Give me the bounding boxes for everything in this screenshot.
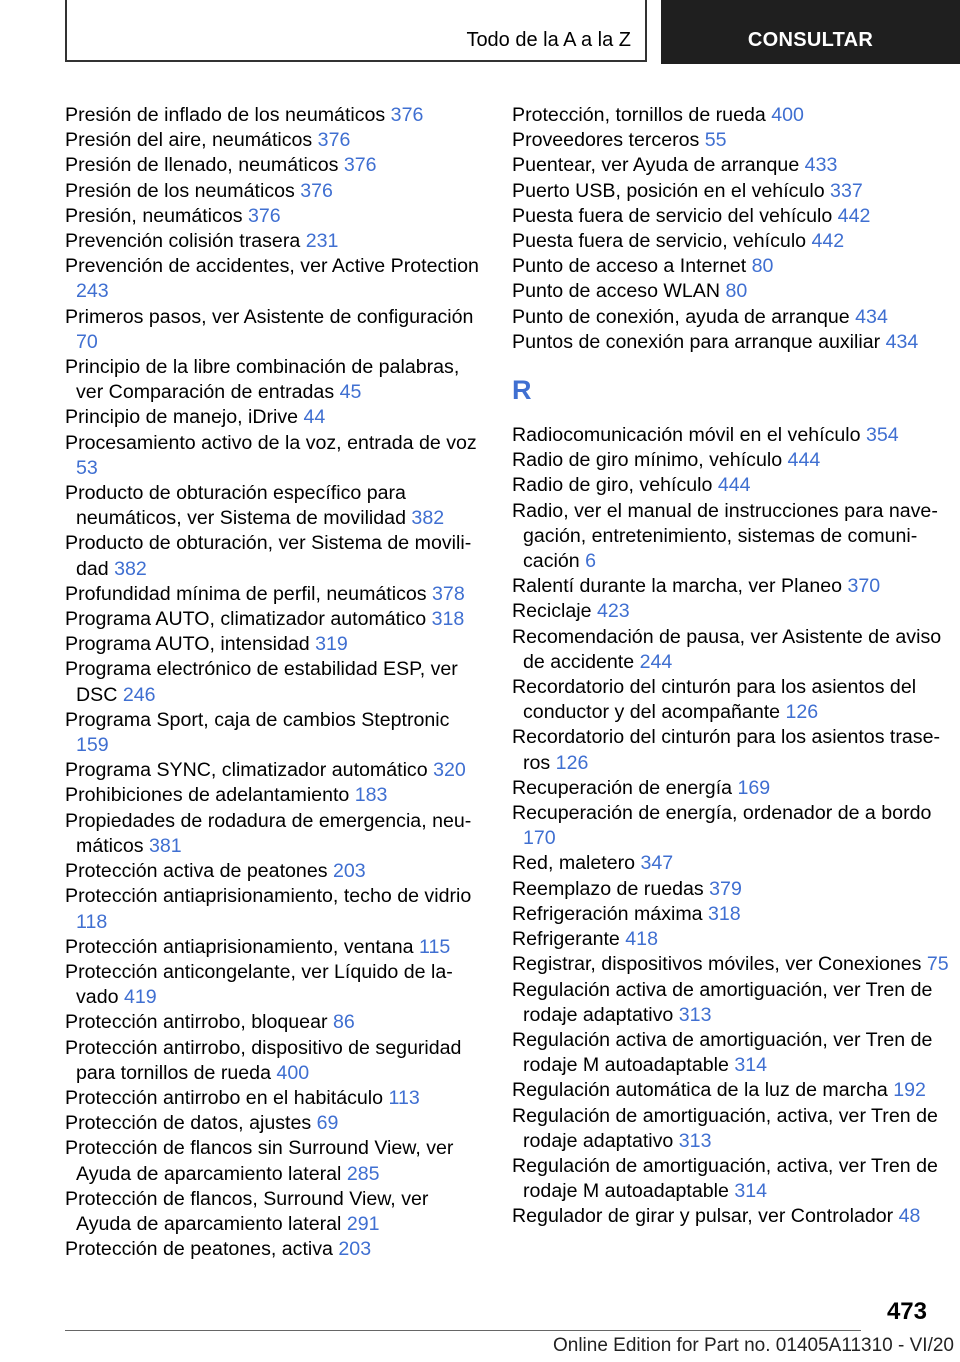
index-entry-page-link[interactable]: 53	[76, 456, 98, 479]
index-entry-text: Proveedores terceros	[512, 129, 705, 152]
index-entry-text: Protección antiaprisionamiento, techo de vidrio	[65, 885, 472, 908]
index-entry-text: Puntos de conexión para arranque auxiliar	[512, 330, 886, 353]
index-entry-page-link[interactable]: 354	[865, 424, 899, 447]
index-entry-page-link[interactable]: 442	[837, 204, 871, 227]
index-entry-text: Radio de giro mínimo, vehículo	[512, 449, 788, 472]
index-entry-text: Recordatorio del cinturón para los asientos traseros	[512, 726, 941, 774]
index-entry-text: Reciclaje	[512, 600, 597, 623]
index-entry-page-link[interactable]: 434	[855, 305, 888, 328]
index-entry-text: Punto de acceso WLAN	[512, 280, 726, 303]
index-entry-page-link[interactable]: 126	[555, 751, 589, 774]
index-entry	[65, 607, 485, 632]
index-entry-page-link[interactable]: 55	[704, 129, 727, 152]
index-entry-page-link[interactable]: 376	[247, 204, 281, 227]
index-entry-text: Regulación de amortiguación, activa, ver Tren de rodaje adaptativo	[512, 1104, 938, 1152]
index-entry	[512, 179, 952, 204]
index-entry-text: Puesta fuera de servicio, vehículo	[512, 230, 812, 253]
index-entry-text: Radio de giro, vehículo	[512, 474, 718, 497]
index-entry	[512, 978, 952, 1028]
index-entry-text: Primeros pasos, ver Asistente de configuración	[65, 305, 474, 328]
index-entry	[65, 254, 485, 304]
index-entry-text: Red, maletero	[512, 852, 641, 875]
index-entry-page-link[interactable]: 319	[315, 633, 348, 656]
index-entry-text: Programa Sport, caja de cambios Steptronic	[65, 708, 450, 731]
index-entry-text: Presión de llenado, neumáticos	[65, 154, 344, 177]
index-entry-page-link[interactable]: 75	[926, 953, 949, 976]
index-entry-text: Protección de peatones, activa	[65, 1238, 339, 1261]
index-entry	[512, 801, 952, 851]
index-entry-text: Protección anticongelante, ver Líquido de lavado	[65, 960, 453, 1009]
index-entry	[512, 851, 952, 876]
index-entry	[512, 305, 952, 330]
index-entry	[65, 859, 485, 884]
index-entry-page-link[interactable]: 118	[76, 910, 108, 933]
index-entry-page-link[interactable]: 382	[114, 557, 147, 580]
index-entry-text: Recuperación de energía	[512, 776, 738, 799]
index-entry-page-link[interactable]: 113	[388, 1086, 420, 1109]
index-entry-text: Puerto USB, posición en el vehículo	[512, 179, 831, 202]
index-entry-page-link[interactable]: 376	[390, 104, 424, 126]
index-entry	[65, 708, 485, 758]
index-entry-page-link[interactable]: 376	[317, 129, 351, 152]
index-entry-text: Registrar, dispositivos móviles, ver Conexiones	[512, 953, 927, 976]
index-entry-page-link[interactable]: 433	[804, 154, 838, 177]
index-entry-page-link[interactable]: 444	[717, 474, 751, 497]
index-entry-text: Programa SYNC, climatizador automático	[65, 759, 434, 782]
index-entry	[65, 809, 485, 859]
index-entry-page-link[interactable]: 80	[725, 280, 748, 303]
index-entry-text: Recomendación de pausa, ver Asistente de aviso de accidente	[512, 625, 942, 673]
index-entry	[512, 675, 952, 725]
index-entry-text: Regulador de girar y pulsar, ver Controlador	[512, 1205, 899, 1228]
index-entry	[512, 499, 952, 575]
index-entry-page-link[interactable]: 243	[76, 280, 109, 303]
index-entry	[65, 179, 485, 204]
index-entry-text: Prevención de accidentes, ver Active Protection	[65, 255, 479, 278]
index-entry	[65, 481, 485, 531]
index-entry	[65, 431, 485, 481]
index-entry-page-link[interactable]: 192	[893, 1079, 926, 1102]
index-entry	[65, 229, 485, 254]
index-entry	[512, 128, 952, 153]
index-entry-page-link[interactable]: 231	[305, 230, 339, 253]
index-entry	[512, 279, 952, 304]
index-entry	[65, 960, 485, 1010]
index-entry-text: Protección de flancos sin Surround View, ver Ayuda de aparcamiento lateral	[65, 1137, 454, 1185]
index-entry-page-link[interactable]: 434	[885, 330, 919, 353]
index-entry	[65, 1086, 485, 1111]
index-entry	[512, 423, 952, 448]
index-column-left	[65, 103, 485, 1262]
index-entry-page-link[interactable]: 244	[639, 650, 673, 673]
index-entry-page-link[interactable]: 246	[122, 683, 156, 706]
index-group-p	[512, 103, 952, 355]
index-entry	[65, 355, 485, 405]
index-entry	[65, 758, 485, 783]
section-letter: R	[512, 375, 532, 406]
index-entry	[512, 1104, 952, 1154]
index-entry-text: Protección antirrobo en el habitáculo	[65, 1086, 389, 1109]
tab-consult[interactable]	[661, 0, 960, 64]
index-entry-page-link[interactable]: 115	[419, 935, 451, 958]
index-entry-text: Punto de acceso a Internet	[512, 255, 752, 278]
index-entry	[65, 1136, 485, 1186]
index-entry-text: Puentear, ver Ayuda de arranque	[512, 154, 805, 177]
index-entry-text: Propiedades de rodadura de emergencia, neumáticos	[65, 809, 472, 857]
index-entry-text: Programa AUTO, climatizador automático	[65, 608, 432, 631]
index-entry	[512, 330, 952, 355]
index-entry-text: Regulación de amortiguación, activa, ver Tren de rodaje M autoadaptable	[512, 1154, 938, 1203]
index-entry	[512, 574, 952, 599]
index-entry-text: Radiocomunicación móvil en el vehículo	[512, 424, 866, 447]
index-entry	[65, 1237, 485, 1262]
index-entry-page-link[interactable]: 313	[678, 1129, 712, 1152]
index-entry-page-link[interactable]: 169	[737, 776, 771, 799]
index-entry-page-link[interactable]: 376	[343, 154, 377, 177]
index-entry	[512, 725, 952, 775]
index-entry	[512, 254, 952, 279]
index-entry-text: Programa electrónico de estabilidad ESP, ver DSC	[65, 658, 458, 706]
index-entry-text: Ralentí durante la marcha, ver Planeo	[512, 575, 848, 598]
tab-index-a-z[interactable]	[65, 0, 647, 62]
index-entry	[65, 1111, 485, 1136]
index-entry	[512, 902, 952, 927]
index-entry-page-link[interactable]: 203	[332, 860, 366, 883]
index-group-r	[512, 423, 952, 1230]
index-entry-page-link[interactable]: 382	[411, 507, 445, 530]
index-entry-text: Presión de inflado de los neumáticos	[65, 104, 391, 126]
index-entry-page-link[interactable]: 70	[76, 330, 98, 353]
index-entry	[65, 884, 485, 934]
index-entry-page-link[interactable]: 291	[346, 1212, 380, 1235]
index-entry-page-link[interactable]: 203	[338, 1238, 372, 1261]
index-entry-page-link[interactable]: 285	[346, 1162, 380, 1185]
index-entry-page-link[interactable]: 6	[585, 550, 596, 573]
index-entry	[65, 204, 485, 229]
index-entry-text: Producto de obturación, ver Sistema de movilidad	[65, 532, 472, 580]
index-entry-page-link[interactable]: 418	[625, 928, 658, 951]
index-entry-page-link[interactable]: 370	[847, 575, 881, 598]
index-entry-text: Protección de datos, ajustes	[65, 1112, 317, 1135]
index-entry-text: Prohibiciones de adelantamiento	[65, 784, 355, 807]
index-entry-text: Protección activa de peatones	[65, 860, 333, 883]
index-entry-text: Regulación automática de la luz de marcha	[512, 1079, 894, 1102]
index-entry-page-link[interactable]: 347	[640, 852, 674, 875]
index-entry	[512, 103, 952, 128]
index-entry	[512, 877, 952, 902]
index-entry-page-link[interactable]: 318	[708, 902, 741, 925]
tab-consult-label: CONSULTAR	[747, 29, 874, 51]
index-entry	[512, 952, 952, 977]
index-entry-text: Protección, tornillos de rueda	[512, 104, 772, 126]
index-entry	[512, 599, 952, 624]
index-entry-text: Presión de los neumáticos	[65, 179, 301, 202]
index-entry-page-link[interactable]: 320	[433, 759, 466, 782]
index-entry	[512, 1028, 952, 1078]
index-entry-text: Regulación activa de amortiguación, ver Tren de rodaje adaptativo	[512, 978, 933, 1026]
index-entry-text: Recordatorio del cinturón para los asientos del conductor y del acompañante	[512, 676, 917, 724]
index-entry-text: Producto de obturación específico para neumáticos, ver Sistema de movilidad	[65, 482, 412, 530]
index-entry	[65, 531, 485, 581]
index-entry-text: Refrigeración máxima	[512, 902, 709, 925]
index-entry-text: Profundidad mínima de perfil, neumáticos	[65, 582, 433, 605]
index-column-right	[512, 103, 952, 1230]
index-entry-page-link[interactable]: 376	[300, 179, 333, 202]
index-entry-page-link[interactable]: 183	[354, 784, 388, 807]
index-entry-page-link[interactable]: 44	[303, 406, 326, 429]
index-entry-page-link[interactable]: 379	[709, 877, 742, 900]
index-entry-page-link[interactable]: 48	[898, 1205, 921, 1228]
index-entry-text: Protección antiaprisionamiento, ventana	[65, 935, 419, 958]
index-entry-page-link[interactable]: 318	[431, 608, 465, 631]
index-entry-text: Refrigerante	[512, 928, 626, 951]
index-entry-text: Recuperación de energía, ordenador de a bordo	[512, 802, 932, 825]
index-entry-page-link[interactable]: 444	[787, 449, 821, 472]
index-entry-text: Presión, neumáticos	[65, 204, 248, 227]
index-entry-page-link[interactable]: 69	[316, 1112, 339, 1135]
index-entry	[65, 153, 485, 178]
index-entry-page-link[interactable]: 381	[148, 834, 182, 857]
index-entry	[512, 473, 952, 498]
index-entry-page-link[interactable]: 337	[830, 179, 863, 202]
index-entry-text: Prevención colisión trasera	[65, 230, 306, 253]
index-entry	[65, 783, 485, 808]
index-entry	[512, 1204, 952, 1229]
index-entry	[512, 1154, 952, 1204]
index-entry	[512, 927, 952, 952]
index-entry	[65, 405, 485, 430]
index-entry-text: Regulación activa de amortiguación, ver Tren de rodaje M autoadaptable	[512, 1028, 933, 1077]
index-entry	[512, 153, 952, 178]
index-entry-text: Puesta fuera de servicio del vehículo	[512, 204, 838, 227]
index-entry	[65, 103, 485, 128]
index-entry-text: Punto de conexión, ayuda de arranque	[512, 305, 856, 328]
index-entry-text: Protección antirrobo, bloquear	[65, 1011, 333, 1034]
index-entry	[65, 935, 485, 960]
index-entry	[512, 229, 952, 254]
index-entry-page-link[interactable]: 378	[432, 582, 465, 605]
index-entry-page-link[interactable]: 86	[332, 1011, 355, 1034]
page-header	[65, 0, 960, 64]
index-entry	[65, 657, 485, 707]
index-entry-text: Radio, ver el manual de instrucciones para navegación, entretenimiento, sistemas de comunicación	[512, 499, 938, 573]
index-entry-page-link[interactable]: 313	[678, 1003, 712, 1026]
index-entry-page-link[interactable]: 314	[734, 1180, 768, 1203]
index-entry-page-link[interactable]: 419	[123, 986, 157, 1009]
index-entry-text: Presión del aire, neumáticos	[65, 129, 318, 152]
index-entry-text: Programa AUTO, intensidad	[65, 633, 316, 656]
index-entry	[512, 776, 952, 801]
index-entry	[512, 1078, 952, 1103]
index-entry-text: Protección de flancos, Surround View, ver Ayuda de aparcamiento lateral	[65, 1187, 429, 1235]
index-entry-page-link[interactable]: 423	[596, 600, 630, 623]
index-entry-page-link[interactable]: 442	[811, 230, 845, 253]
index-entry	[512, 448, 952, 473]
index-entry-text: Protección antirrobo, dispositivo de seguridad para tornillos de rueda	[65, 1036, 462, 1084]
index-entry-page-link[interactable]: 80	[751, 255, 774, 278]
index-entry-page-link[interactable]: 400	[771, 104, 804, 126]
index-entry-text: Procesamiento activo de la voz, entrada de voz	[65, 431, 477, 454]
index-entry	[512, 625, 952, 675]
index-entry	[65, 1010, 485, 1035]
index-entry	[65, 582, 485, 607]
index-entry-page-link[interactable]: 45	[339, 381, 362, 404]
index-entry	[65, 1036, 485, 1086]
index-entry	[65, 1187, 485, 1237]
index-entry	[65, 128, 485, 153]
index-entry-text: Principio de manejo, iDrive	[65, 406, 304, 429]
index-entry-page-link[interactable]: 170	[523, 827, 556, 850]
footer-divider	[65, 1330, 861, 1331]
index-entry-page-link[interactable]: 159	[76, 734, 109, 757]
index-entry-text: Reemplazo de ruedas	[512, 877, 710, 900]
index-entry-page-link[interactable]: 400	[276, 1061, 310, 1084]
index-entry-page-link[interactable]: 126	[785, 701, 819, 724]
footer-edition: Online Edition for Part no. 01405A11310 - VI/20	[552, 1335, 954, 1356]
index-entry	[65, 632, 485, 657]
tab-index-label: Todo de la A a la Z	[466, 29, 631, 51]
index-entry-page-link[interactable]: 314	[734, 1054, 768, 1077]
index-entry	[512, 204, 952, 229]
index-entry-text: Principio de la libre combinación de palabras, ver Comparación de entradas	[65, 356, 460, 404]
page-number: 473	[886, 1298, 927, 1325]
index-entry	[65, 305, 485, 355]
